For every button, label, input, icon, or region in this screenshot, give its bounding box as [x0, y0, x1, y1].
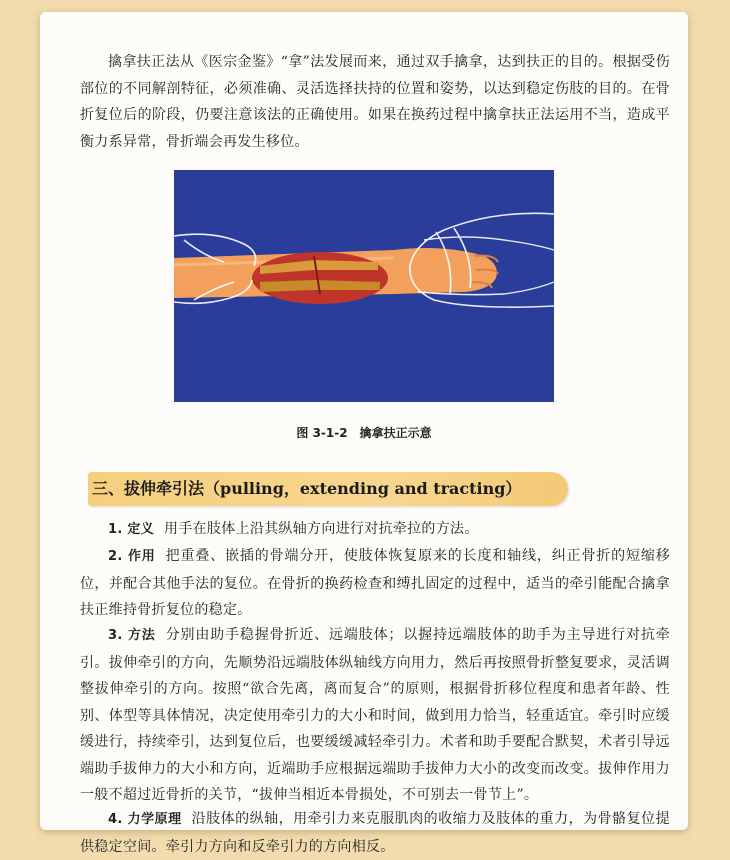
item-label: 4. 力学原理 [108, 812, 182, 827]
figure-title: 擒拿扶正示意 [359, 426, 432, 440]
item-label: 2. 作用 [108, 549, 156, 564]
item-effect [80, 543, 670, 624]
item-text: 分别由助手稳握骨折近、远端肢体；以握持远端肢体的助手为主导进行对抗牵引。拔伸牵引的方向，先顺势沿远端肢体纵轴线方向用力，然后再按照骨折整复要求，灵活调整拔伸牵引的方向。按照“欲合先离，离而复合”的原则，根据骨折移位程度和患者年龄、性别、体型等具体情况，决定使用牵引力的大小和时间，做到用力恰当，轻重适宜。牵引时应缓缓进行，持续牵引，达到复位后，也要缓缓减轻牵引力。术者和助手要配合默契，术者引导远端助手拔伸力的大小和方向，近端助手应根据远端助手拔伸力大小的改变而改变。拔伸作用力一般不超过近骨折的关节，“拔伸当相近本骨损处，不可别去一骨节上”。 [80, 627, 671, 803]
intro-paragraph: 擒拿扶正法从《医宗金鉴》“拿”法发展而来，通过双手擒拿，达到扶正的目的。根据受伤部位的不同解剖特征，必须准确、灵活选择扶持的位置和姿势，以达到稳定伤肢的目的。在骨折复位后的阶段，仍要注意该法的正确使用。如果在换药过程中擒拿扶正法运用不当，造成平衡力系异常，骨折端会再发生移位。 [80, 54, 670, 150]
figure-illustration [174, 170, 554, 402]
figure-number: 图 3-1-2 [296, 426, 348, 440]
item-method [80, 622, 670, 809]
forearm-traction-illustration [174, 170, 554, 402]
section-heading: 三、拔伸牵引法（pulling，extending and tracting） [88, 472, 568, 506]
item-text: 用手在肢体上沿其纵轴方向进行对抗牵拉的方法。 [164, 521, 479, 537]
item-mechanics [80, 806, 670, 860]
item-label: 3. 方法 [108, 628, 156, 643]
figure-caption [40, 424, 688, 441]
item-definition [80, 516, 670, 544]
book-page [40, 12, 688, 855]
item-label: 1. 定义 [108, 522, 155, 537]
item-text: 沿肢体的纵轴，用牵引力来克服肌肉的收缩力及肢体的重力，为骨骼复位提供稳定空间。牵引力方向和反牵引力的方向相反。 [80, 811, 670, 855]
item-text: 把重叠、嵌插的骨端分开，使肢体恢复原来的长度和轴线，纠正骨折的短缩移位，并配合其他手法的复位。在骨折的换药检查和缚扎固定的过程中，适当的牵引能配合擒拿扶正维持骨折复位的稳定。 [80, 548, 671, 618]
